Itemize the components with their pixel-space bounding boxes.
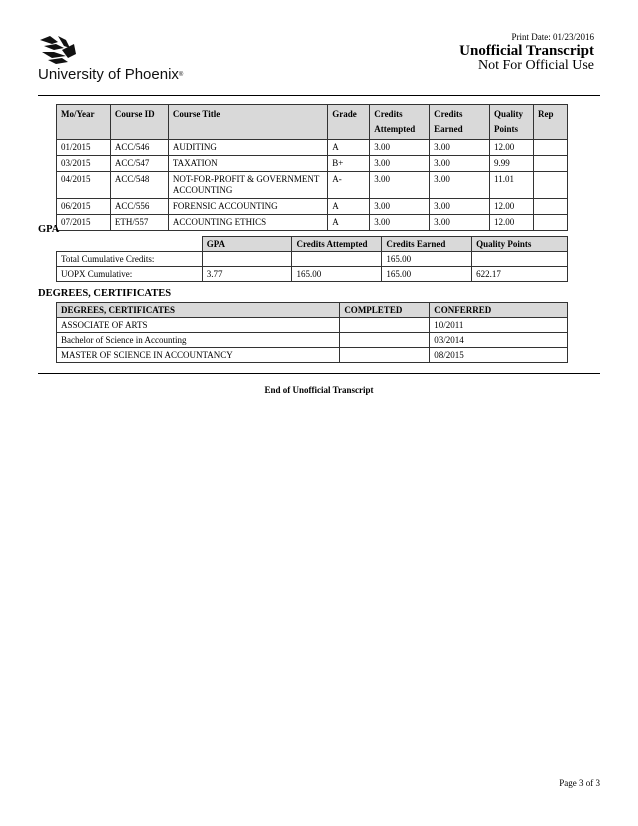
table-cell: A- [328,172,370,199]
table-cell: 3.77 [202,267,292,282]
table-cell: Total Cumulative Credits: [57,252,203,267]
table-cell [340,333,430,348]
table-cell [533,172,567,199]
col-header: Credits Earned [430,105,490,140]
table-cell: 06/2015 [57,199,111,215]
table-cell: 165.00 [382,267,472,282]
table-row [57,318,568,333]
col-header: Credits Earned [382,237,472,252]
col-header: CONFERRED [430,303,568,318]
col-header: Quality Points [472,237,568,252]
table-cell: A [328,215,370,231]
table-cell: A [328,199,370,215]
document-subtitle: Not For Official Use [478,58,594,73]
gpa-header-row [57,237,568,252]
end-of-transcript-text: End of Unofficial Transcript [264,385,374,395]
table-row [57,215,568,231]
col-header: Mo/Year [57,105,111,140]
table-cell: 165.00 [382,252,472,267]
table-cell: 3.00 [370,140,430,156]
table-cell: AUDITING [168,140,327,156]
table-row [57,267,568,282]
table-row [57,172,568,199]
table-cell: 12.00 [490,215,534,231]
table-cell [340,348,430,363]
table-cell [533,199,567,215]
table-cell: 07/2015 [57,215,111,231]
table-cell: NOT-FOR-PROFIT & GOVERNMENT ACCOUNTING [168,172,327,199]
page-number: Page 3 of 3 [559,778,600,788]
table-row [57,199,568,215]
table-cell: 3.00 [430,172,490,199]
footer-divider [38,373,600,374]
table-cell [202,252,292,267]
col-header: Rep [533,105,567,140]
col-header: COMPLETED [340,303,430,318]
table-cell: ACCOUNTING ETHICS [168,215,327,231]
table-cell: 3.00 [430,140,490,156]
table-cell: 3.00 [370,172,430,199]
table-cell [533,156,567,172]
table-row [57,140,568,156]
table-cell: 10/2011 [430,318,568,333]
table-cell: 3.00 [370,215,430,231]
document-title: Unofficial Transcript [459,43,594,59]
header-divider [38,95,600,96]
logo-wordmark: University of Phoenix® [38,66,184,83]
col-header: Course ID [110,105,168,140]
table-cell: ACC/556 [110,199,168,215]
table-cell: ACC/546 [110,140,168,156]
table-cell [533,140,567,156]
table-cell: MASTER OF SCIENCE IN ACCOUNTANCY [57,348,340,363]
table-cell: 12.00 [490,140,534,156]
table-cell: 622.17 [472,267,568,282]
table-row [57,252,568,267]
table-cell: TAXATION [168,156,327,172]
gpa-table [56,236,568,282]
table-row [57,156,568,172]
col-header: Course Title [168,105,327,140]
degrees-table [56,302,568,363]
print-date: Print Date: 01/23/2016 [511,32,594,42]
table-row [57,348,568,363]
table-cell: 11.01 [490,172,534,199]
col-header: Grade [328,105,370,140]
table-cell [292,252,382,267]
table-cell: 03/2015 [57,156,111,172]
table-cell: 08/2015 [430,348,568,363]
table-cell: ACC/548 [110,172,168,199]
table-cell: 03/2014 [430,333,568,348]
degrees-header-row [57,303,568,318]
table-cell: 01/2015 [57,140,111,156]
table-cell: 3.00 [430,215,490,231]
table-cell [533,215,567,231]
table-cell: 3.00 [430,199,490,215]
table-cell [57,237,203,252]
table-cell: ACC/547 [110,156,168,172]
gpa-section-title: GPA [38,224,60,235]
table-cell: B+ [328,156,370,172]
table-cell [472,252,568,267]
table-cell: ASSOCIATE OF ARTS [57,318,340,333]
col-header: Quality Points [490,105,534,140]
course-table [56,104,568,231]
table-cell: FORENSIC ACCOUNTING [168,199,327,215]
table-cell: 3.00 [370,199,430,215]
table-cell: Bachelor of Science in Accounting [57,333,340,348]
table-cell: 9.99 [490,156,534,172]
col-header: Credits Attempted [292,237,382,252]
table-cell: ETH/557 [110,215,168,231]
table-row [57,333,568,348]
table-cell: 04/2015 [57,172,111,199]
table-cell: UOPX Cumulative: [57,267,203,282]
table-cell [340,318,430,333]
degrees-section-title: DEGREES, CERTIFICATES [38,288,172,299]
col-header: DEGREES, CERTIFICATES [57,303,340,318]
col-header: Credits Attempted [370,105,430,140]
table-cell: 3.00 [430,156,490,172]
table-cell: A [328,140,370,156]
course-header-row [57,105,568,140]
table-cell: 165.00 [292,267,382,282]
table-cell: 3.00 [370,156,430,172]
table-cell: 12.00 [490,199,534,215]
col-header: GPA [202,237,292,252]
